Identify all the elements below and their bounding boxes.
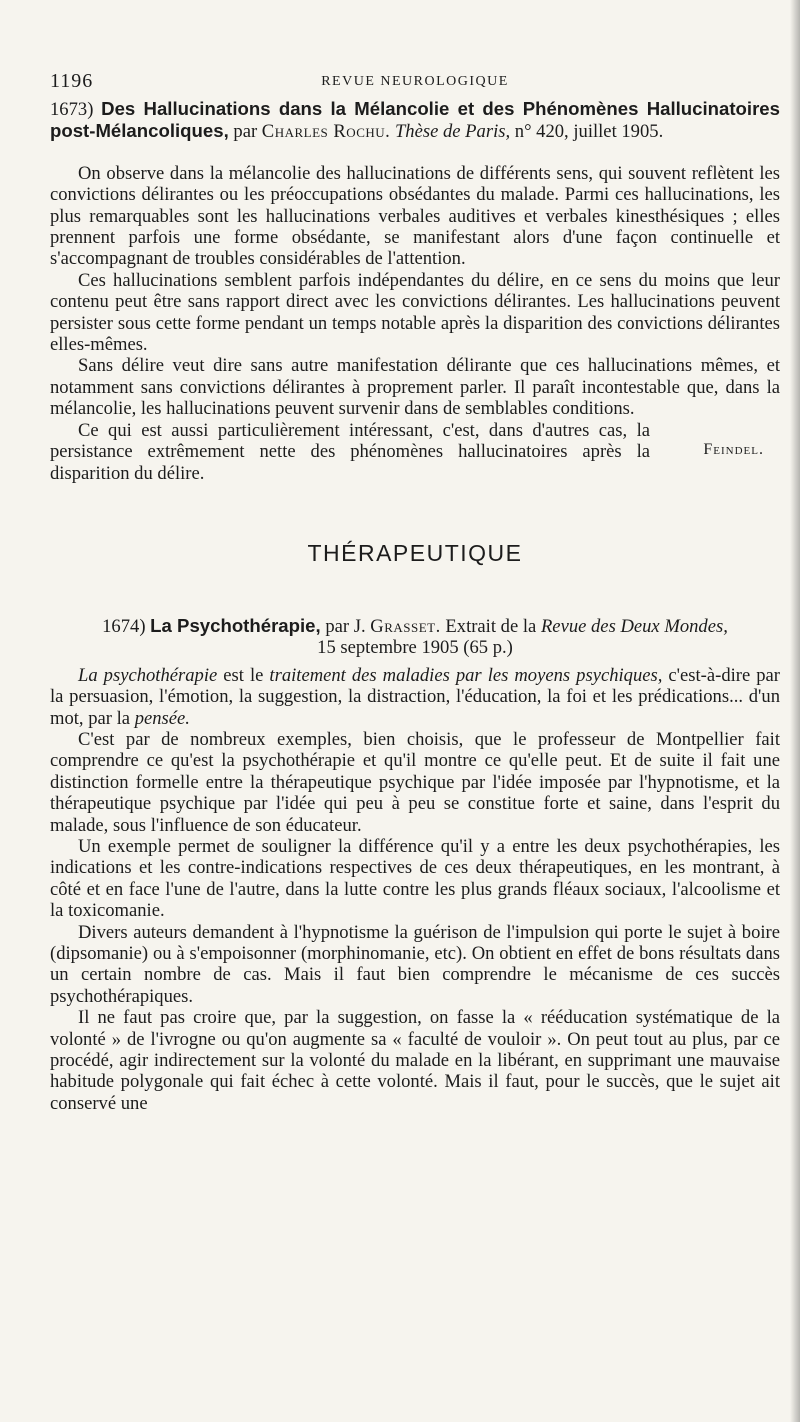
- scan-edge-shadow: [790, 0, 800, 1422]
- entry-1674-source-prefix: Extrait de la: [445, 615, 537, 637]
- page: [50, 64, 780, 1114]
- entry-1673-paragraph-3: Sans délire veut dire sans autre manifestation délirante que ces hallucinations mêmes, et notamment sans convictions délirantes à proprement parler. Il paraît incontestable que, dans la mélancolie, les hallucinations peuvent survenir dans de semblables conditions.: [50, 355, 780, 420]
- entry-1673-paragraph-2: Ces hallucinations semblent parfois indépendantes du délire, en ce sens du moins que leur contenu peut être sans rapport direct avec les convictions délirantes. Les hallucinations peuvent persister sous cette forme pendant un temps notable après la disparition des convictions délirantes elles-mêmes.: [50, 269, 780, 356]
- entry-1673-heading: [50, 98, 780, 143]
- entry-1674-heading: [50, 615, 780, 659]
- entry-1674-number: 1674): [102, 615, 146, 637]
- entry-1674-p1-pensee: pensée.: [134, 707, 190, 729]
- entry-1674-title: La Psychothérapie,: [150, 614, 321, 636]
- entry-1674-paragraph-2: C'est par de nombreux exemples, bien choisis, que le professeur de Montpellier fait comprendre ce qu'est la psychothérapie et qu'il montre ce qu'elle peut. Et de suite il fait une distinction formelle entre la thérapeutique psychique par l'idée imposée par l'hypnotisme, et la thérapeutique psychique par l'idée qui peu à peu se constitue forte et saine, dans l'esprit du malade, sous l'influence de son éducateur.: [50, 728, 780, 836]
- entry-1674-p1-term: La psychothérapie: [78, 664, 218, 686]
- entry-1674-by: par J.: [325, 615, 366, 637]
- entry-1673-paragraph-4: Ce qui est aussi particulièrement intéressant, c'est, dans d'autres cas, la persistance extrêmement nette des phénomènes hallucinatoires après la disparition du délire.: [50, 419, 650, 484]
- entry-1674-paragraph-1: [50, 665, 780, 729]
- entry-1673-issue: n° 420, juillet 1905.: [514, 121, 664, 143]
- entry-1674-p1-text-a: est le: [217, 664, 270, 686]
- entry-1673-number: 1673): [50, 99, 94, 120]
- entry-1674-p1-text-b: c'est-à-dire par la persuasion, l'émotion, la suggestion, la distraction, l'éducation, la foi et les prédications... d'un mot, par la: [50, 664, 780, 729]
- section-title: THÉRAPEUTIQUE: [307, 539, 523, 566]
- page-header: [50, 64, 780, 98]
- entry-1674-author: Grasset.: [370, 615, 441, 637]
- entry-1673-thesis: Thèse de Paris,: [394, 121, 511, 143]
- entry-1673-signature: Feindel.: [703, 440, 764, 458]
- entry-1673-title: Des Hallucinations dans la Mélancolie et des Phénomènes Hallucinatoires post-Mélancoliques,: [50, 98, 780, 142]
- entry-1674-p1-definition: traitement des maladies par les moyens psychiques,: [269, 664, 663, 686]
- entry-1673-author: Charles Rochu.: [261, 121, 391, 143]
- running-title: REVUE NEUROLOGIQUE: [321, 74, 509, 89]
- entry-1674-source: Revue des Deux Mondes,: [540, 615, 728, 637]
- entry-1673-last-block: [50, 420, 780, 484]
- entry-1673-by: par: [233, 121, 258, 143]
- entry-1674-paragraph-5: Il ne faut pas croire que, par la suggestion, on fasse la « rééducation systématique de la volonté » de l'ivrogne ou qu'on augmente sa « faculté de vouloir ». On peut tout au plus, par ce procédé, agir indirectement sur la volonté du malade en la libérant, en supprimant une mauvaise habitude polygonale qui fait échec à cette volonté. Mais il faut, pour le succès, que le sujet ait conservé une: [50, 1007, 780, 1114]
- entry-1674-paragraph-4: Divers auteurs demandent à l'hypnotisme la guérison de l'impulsion qui porte le sujet à boire (dipsomanie) ou à s'empoisonner (morphinomanie, etc). On obtient en effet de bons résultats dans un certain nombre de cas. Mais il faut bien comprendre le mécanisme de ces succès psychothérapiques.: [50, 921, 780, 1007]
- page-number: 1196: [50, 70, 94, 92]
- entry-1674-date: 15 septembre 1905 (65 p.): [317, 637, 513, 659]
- entry-1674-paragraph-3: Un exemple permet de souligner la différence qu'il y a entre les deux psychothérapies, les indications et les contre-indications respectives de ces deux thérapeutiques, en les montrant, à côté et en face l'une de l'autre, dans la lutte contre les plus grands fléaux sociaux, l'alcoolisme et la toxicomanie.: [50, 835, 780, 922]
- entry-1673-paragraph-1: On observe dans la mélancolie des hallucinations de différents sens, qui souvent reflètent les convictions délirantes ou les préoccupations obsédantes du malade. Parmi ces hallucinations, les plus remarquables sont les hallucinations verbales auditives et verbales kinesthésiques ; elles prennent parfois une forme obsédante, se manifestant alors d'une façon continuelle et s'accompagnant de troubles considérables de l'attention.: [50, 162, 780, 270]
